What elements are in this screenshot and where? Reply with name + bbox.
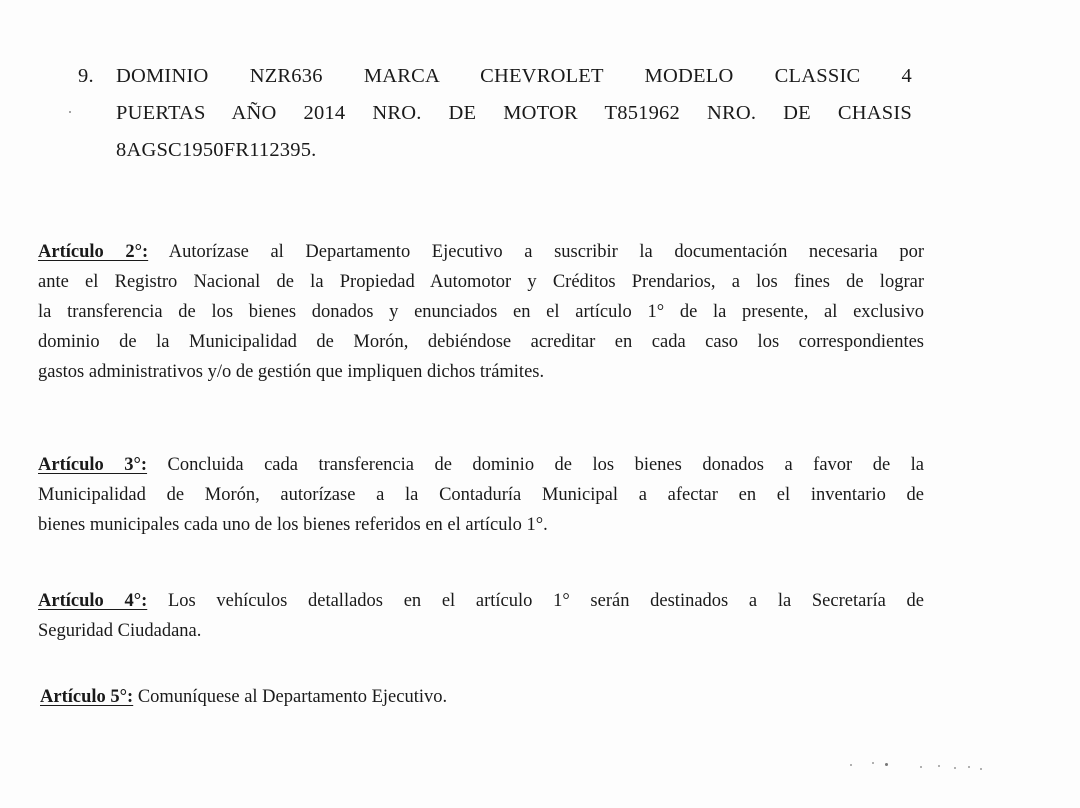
article-3-line-3: bienes municipales cada uno de los bienes referidos en el artículo 1°.	[38, 515, 548, 535]
item9-line-3: 8AGSC1950FR112395.	[116, 139, 317, 161]
article-2-line-5: gastos administrativos y/o de gestión que impliquen dichos trámites.	[38, 362, 545, 382]
item9-line-1: DOMINIO NZR636 MARCA CHEVROLET MODELO CLASSIC 4	[116, 65, 912, 87]
article-2-line-1: Autorízase al Departamento Ejecutivo a suscribir la documentación necesaria por	[148, 242, 924, 262]
article-3	[38, 450, 924, 540]
article-2-line-3: la transferencia de los bienes donados y enunciados en el artículo 1° de la presente, al exclusivo	[38, 302, 924, 322]
article-4-heading: Artículo 4°:	[38, 591, 148, 611]
article-5-line-1: Comuníquese al Departamento Ejecutivo.	[133, 687, 448, 707]
scan-speck	[69, 111, 71, 113]
article-5-heading: Artículo 5°:	[40, 687, 134, 707]
article-3-line-1: Concluida cada transferencia de dominio de los bienes donados a favor de la	[147, 455, 924, 475]
list-item-number: 9.	[78, 65, 94, 87]
article-3-heading: Artículo 3°:	[38, 455, 148, 475]
article-5	[40, 682, 926, 712]
article-4-line-1: Los vehículos detallados en el artículo 1° serán destinados a la Secretaría de	[147, 591, 924, 611]
article-4-line-2: Seguridad Ciudadana.	[38, 621, 202, 641]
article-2-line-4: dominio de la Municipalidad de Morón, debiéndose acreditar en cada caso los correspondientes	[38, 332, 924, 352]
article-3-line-2: Municipalidad de Morón, autorízase a la Contaduría Municipal a afectar en el inventario de	[38, 485, 924, 505]
article-2-heading: Artículo 2°:	[38, 242, 149, 262]
article-4	[38, 586, 924, 646]
item9-line-2: PUERTAS AÑO 2014 NRO. DE MOTOR T851962 NRO. DE CHASIS	[116, 102, 912, 124]
article-2-line-2: ante el Registro Nacional de la Propiedad Automotor y Créditos Prendarios, a los fines de lograr	[38, 272, 924, 292]
article-2	[38, 237, 924, 387]
scan-noise	[850, 760, 1000, 770]
list-item-9	[78, 58, 912, 169]
